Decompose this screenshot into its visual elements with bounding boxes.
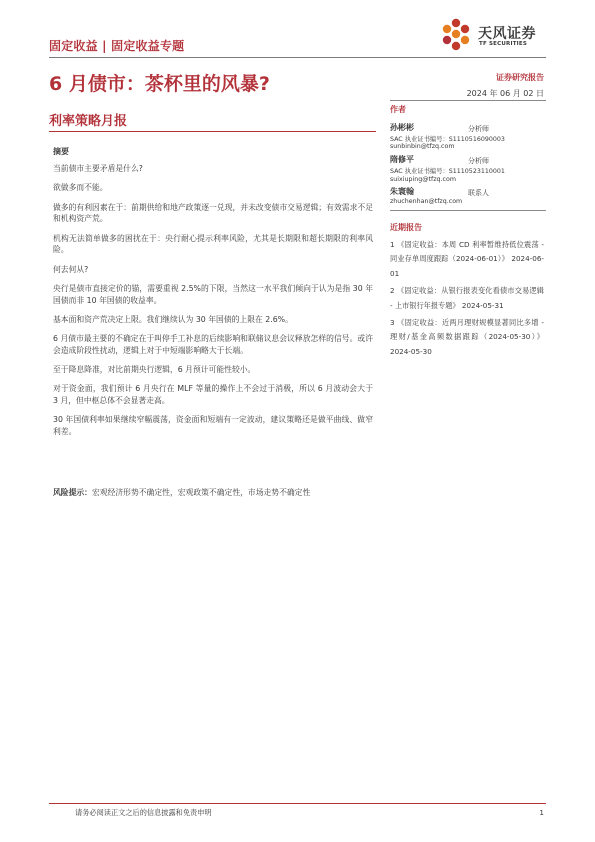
author-email[interactable]: suixiuping@tfzq.com <box>390 176 456 183</box>
footer-disclaimer: 请务必阅读正文之后的信息披露和免责申明 <box>75 808 212 817</box>
subtitle-divider <box>49 131 376 132</box>
summary-paragraph: 至于降息降准，对比前期央行逻辑，6 月预计可能性较小。 <box>53 365 256 375</box>
recent-reports-label: 近期报告 <box>390 223 422 232</box>
summary-paragraph: 当前债市主要矛盾是什么? <box>53 164 143 173</box>
authors-label: 作者 <box>390 105 406 114</box>
risk-text: 宏观经济形势不确定性，宏观政策不确定性，市场走势不确定性 <box>91 488 311 497</box>
recent-reports-list <box>390 238 544 362</box>
recent-report-title: 2 《固定收益：从银行报表变化看债市交易逻辑 - 上市银行年报专题》 <box>390 286 544 310</box>
risk-warning <box>53 487 373 499</box>
recent-report-item[interactable] <box>390 284 544 313</box>
recent-report-title: 3 《固定收益：近两月理财规模显著同比多增 - 理财/基金高频数据跟踪（2024-05-30）》 <box>390 318 544 342</box>
report-date: 2024 年 06 月 02 日 <box>466 89 544 98</box>
page-subtitle: 利率策略月报 <box>49 114 128 129</box>
summary-paragraph: 机构无法简单做多的困扰在于：央行耐心提示利率风险，尤其是长期限和超长期限的利率风险。 <box>53 233 373 255</box>
summary-paragraph: 30 年国债利率如果继续窄幅震荡，资金面和短端有一定波动，建议策略还是做平曲线、做窄利差。 <box>53 415 373 437</box>
author-name: 隋修平 <box>390 155 414 164</box>
page-title: 6 月债市：茶杯里的风暴? <box>49 73 270 95</box>
logo-text-en: TF SECURITIES <box>479 41 528 47</box>
author-email[interactable]: zhuchenhan@tfzq.com <box>390 198 463 205</box>
summary-paragraph: 对于资金面，我们预计 6 月央行在 MLF 等量的操作上不会过于消极，所以 6 月波动会大于 3 月，但中枢总体不会显著走高。 <box>53 384 373 406</box>
sidebar-divider-authors <box>390 210 546 211</box>
summary-body <box>53 163 373 445</box>
author-role: 分析师 <box>468 125 489 133</box>
logo-mark-icon <box>438 16 474 54</box>
sidebar-divider-top <box>390 100 546 101</box>
summary-paragraph: 做多的有利因素在于：前期供给和地产政策逐一兑现，并未改变债市交易逻辑；有效需求不足和机构资产荒。 <box>53 202 373 224</box>
footer-divider <box>49 803 546 804</box>
report-category: 固定收益 | 固定收益专题 <box>49 39 185 53</box>
summary-paragraph: 欲做多而不能。 <box>53 183 108 193</box>
recent-report-date: 2024-05-31 <box>461 300 504 310</box>
author-email[interactable]: sunbinbin@tfzq.com <box>390 143 455 150</box>
risk-label: 风险提示： <box>53 488 92 497</box>
logo-text-cn: 天风证券 <box>478 26 536 42</box>
recent-report-date: 2024-06-01 <box>390 254 544 278</box>
author-role: 分析师 <box>468 157 489 165</box>
report-type: 证券研究报告 <box>496 73 544 82</box>
summary-paragraph: 央行是债市直接定价的锚，需要重视 2.5%的下限，当然这一水平我们倾向于认为是指 30 年国债而非 10 年国债的收益率。 <box>53 283 373 305</box>
recent-report-item[interactable] <box>390 316 544 359</box>
summary-paragraph: 何去何从? <box>53 264 89 274</box>
recent-report-title: 1 《固定收益：本周 CD 利率暂维持低位震荡 - 同业存单周度跟踪（2024-06-01）》 <box>390 240 544 264</box>
recent-report-date: 2024-05-30 <box>390 346 432 356</box>
header-divider <box>49 57 546 58</box>
author-cert: SAC 执业证书编号：S1110516090003 <box>390 136 505 143</box>
page-number: 1 <box>539 808 544 817</box>
summary-paragraph: 6 月债市最主要的不确定在于叫停手工补息的后续影响和联储议息会议释放怎样的信号。或许会造成阶段性扰动，逻辑上对于中短端影响略大于长端。 <box>53 334 373 355</box>
summary-label: 摘要 <box>53 147 69 156</box>
recent-report-item[interactable] <box>390 238 544 281</box>
author-cert: SAC 执业证书编号：S1110523110001 <box>390 168 505 175</box>
summary-paragraph: 基本面和资产荒决定上限。我们继续认为 30 年国债的上限在 2.6%。 <box>53 314 293 324</box>
author-name: 孙彬彬 <box>390 123 414 132</box>
author-role: 联系人 <box>468 189 489 197</box>
author-name: 朱寰翰 <box>390 187 414 196</box>
